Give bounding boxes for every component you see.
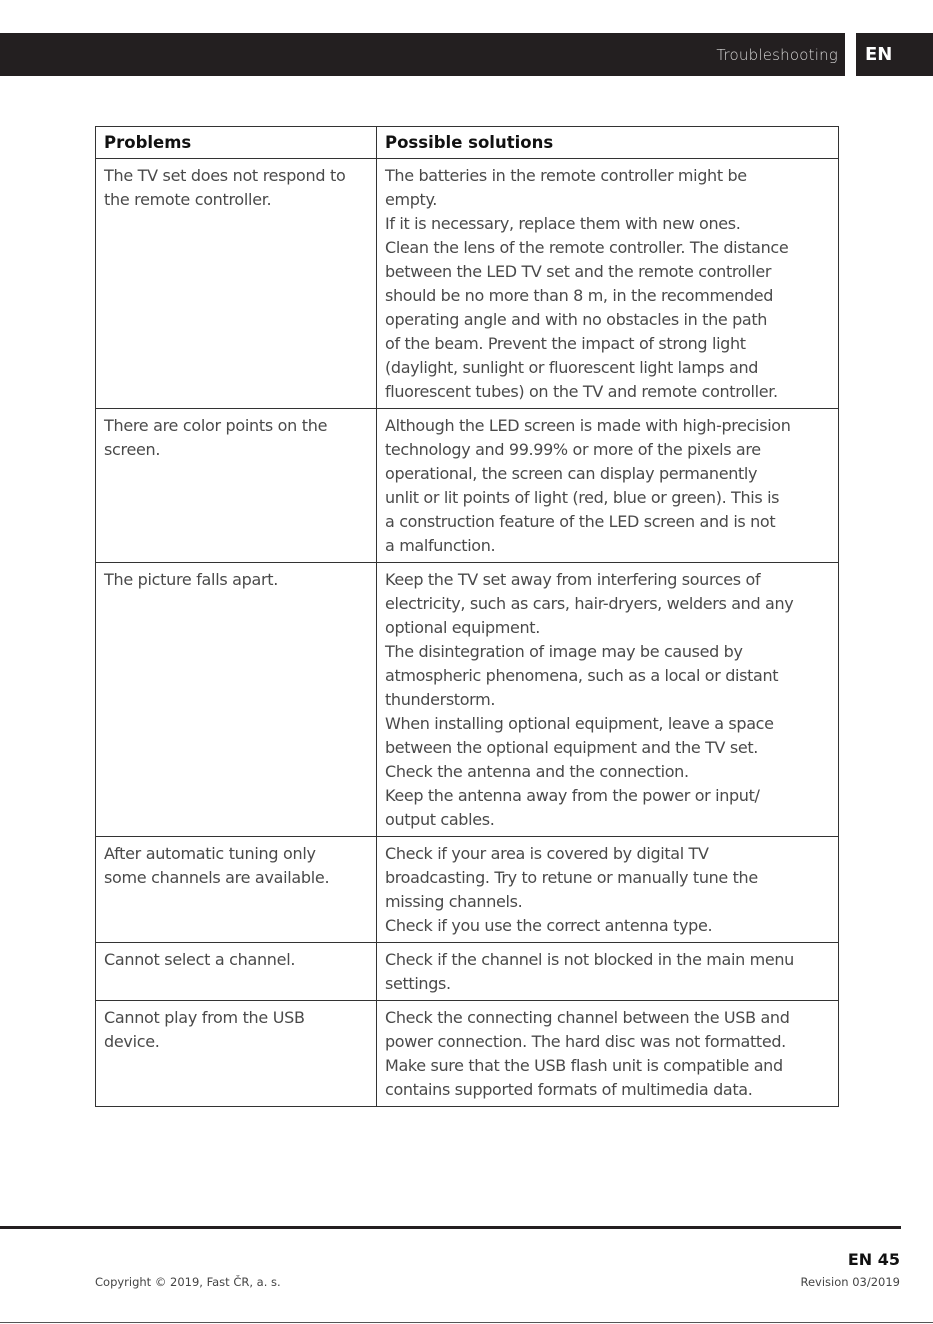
problem-cell: There are color points on the screen.: [96, 409, 377, 563]
page-bottom-line: [0, 1322, 933, 1323]
problem-cell: Cannot select a channel.: [96, 943, 377, 1001]
footer-divider: [0, 1226, 901, 1229]
solution-cell: Although the LED screen is made with high-precision technology and 99.99% or more of the pixels are operational, the screen can display permanently unlit or lit points of light (red, blue or green). This is a construction feature of the LED screen and is not a malfunction.: [377, 409, 839, 563]
language-badge: EN: [856, 33, 933, 76]
problem-cell: Cannot play from the USB device.: [96, 1001, 377, 1107]
table-row: [96, 1001, 839, 1107]
solution-cell: Check the connecting channel between the USB and power connection. The hard disc was not formatted. Make sure that the USB flash unit is compatible and contains supported formats of multimedia data.: [377, 1001, 839, 1107]
problem-cell: The picture falls apart.: [96, 563, 377, 837]
table-row: [96, 409, 839, 563]
column-header-problems: Problems: [96, 127, 377, 159]
solution-cell: Check if the channel is not blocked in the main menu settings.: [377, 943, 839, 1001]
table-row: [96, 837, 839, 943]
solution-cell: Check if your area is covered by digital TV broadcasting. Try to retune or manually tune the missing channels. Check if you use the correct antenna type.: [377, 837, 839, 943]
table-row: [96, 943, 839, 1001]
revision-label: Revision 03/2019: [800, 1275, 900, 1289]
troubleshooting-table: [95, 126, 839, 1107]
page-number: EN 45: [847, 1250, 900, 1269]
column-header-solutions: Possible solutions: [377, 127, 839, 159]
problem-cell: After automatic tuning only some channels are available.: [96, 837, 377, 943]
copyright-notice: Copyright © 2019, Fast ČR, a. s.: [95, 1275, 281, 1289]
section-title: Troubleshooting: [716, 46, 838, 64]
table-row: [96, 159, 839, 409]
solution-cell: Keep the TV set away from interfering sources of electricity, such as cars, hair-dryers, welders and any optional equipment. The disintegration of image may be caused by atmospheric phenomena, such as a local or distant thunderstorm. When installing optional equipment, leave a space between the optional equipment and the TV set. Check the antenna and the connection. Keep the antenna away from the power or input/ output cables.: [377, 563, 839, 837]
table-header-row: [96, 127, 839, 159]
solution-cell: The batteries in the remote controller might be empty. If it is necessary, replace them with new ones. Clean the lens of the remote controller. The distance between the LED TV set and the remote controller should be no more than 8 m, in the recommended operating angle and with no obstacles in the path of the beam. Prevent the impact of strong light (daylight, sunlight or fluorescent light lamps and fluorescent tubes) on the TV and remote controller.: [377, 159, 839, 409]
problem-cell: The TV set does not respond to the remote controller.: [96, 159, 377, 409]
table-row: [96, 563, 839, 837]
